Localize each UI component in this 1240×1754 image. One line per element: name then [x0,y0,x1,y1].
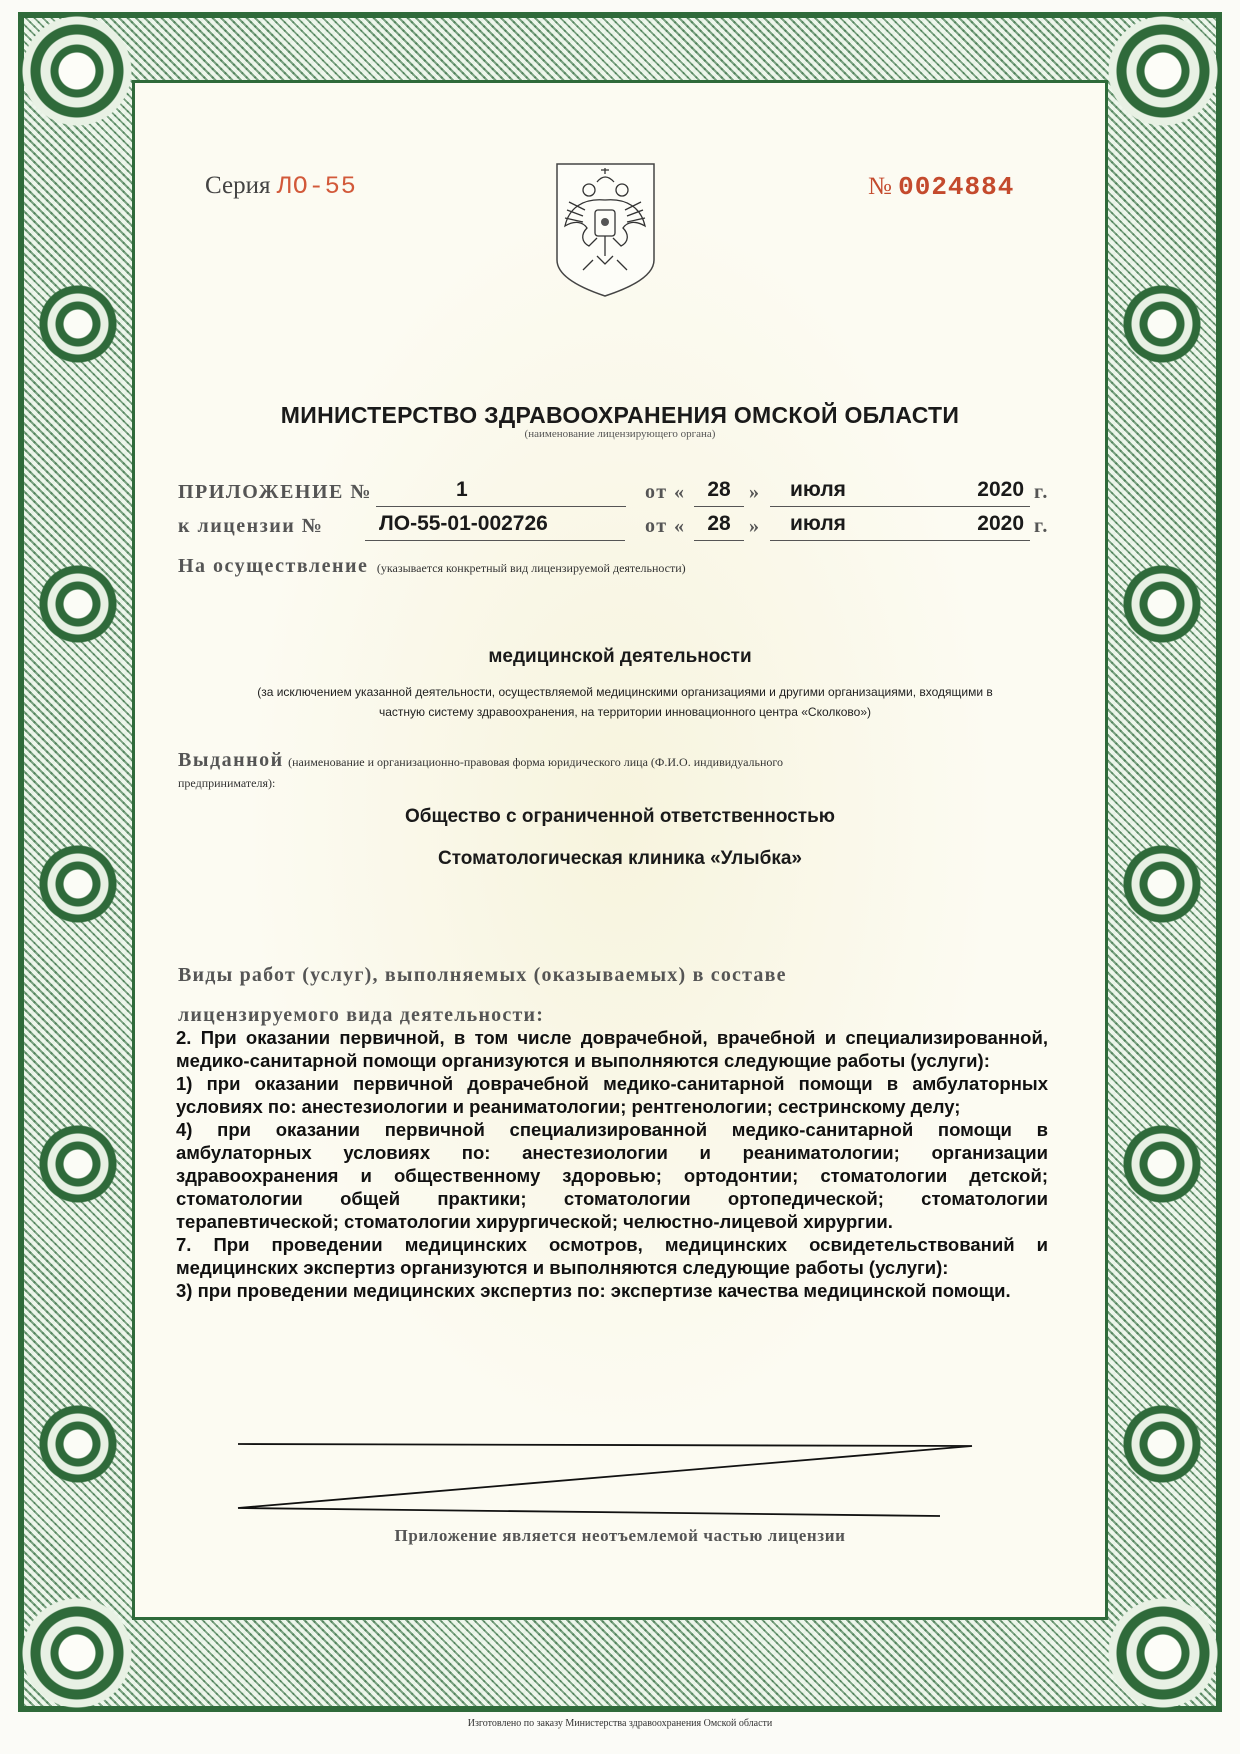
side-ornament-icon [34,280,122,368]
appendix-date-tail [770,478,1030,507]
issued-hint: (наименование и организационно-правовая форма юридического лица (Ф.И.О. индивидуального [288,755,784,769]
organization-form: Общество с ограниченной ответственностью [404,806,836,827]
works-paragraph: 3) при проведении медицинских экспертиз по: экспертизе качества медицинской помощи. [176,1280,1011,1301]
appendix-day: 28 [694,478,744,507]
organization-name: Стоматологическая клиника «Улыбка» [438,848,802,869]
appendix-date-from: от « [645,481,686,503]
license-year: 2020 [977,512,1024,535]
number-value: 0024884 [898,172,1015,202]
appendix-month: июля [790,478,846,501]
appendix-close-quote: » [749,481,761,503]
corner-ornament-icon [22,16,132,126]
appendix-number: 1 [456,478,468,501]
printer-imprint: Изготовлено по заказу Министерства здравоохранения Омской области [467,1718,773,1729]
activity-note-line: (за исключением указанной деятельности, осуществляемой медицинскими организациями и другими организациями, входящими в [257,685,993,699]
works-paragraph: 1) при оказании первичной доврачебной медико-санитарной помощи в амбулаторных условиях по: анестезиологии и реаниматологии; рентгенологии; сестринскому делу; [176,1073,1048,1117]
works-paragraph: 7. При проведении медицинских осмотров, медицинских освидетельствований и медицинских экспертиз организуются и выполняются следующие работы (услуги): [176,1234,1048,1278]
side-ornament-icon [1118,280,1206,368]
license-label: к лицензии № [178,515,324,537]
appendix-label: ПРИЛОЖЕНИЕ № [178,481,372,503]
purpose-line [178,555,686,578]
license-close-quote: » [749,515,761,537]
activity-note [200,682,1050,722]
license-month: июля [790,512,846,535]
series-code: ЛО-55 [276,172,357,201]
works-paragraph: 2. При оказании первичной, в том числе доврачебной, врачебной и специализированной, медико-санитарной помощи организуются и выполняются следующие работы (услуги): [176,1027,1048,1071]
side-ornament-icon [34,1120,122,1208]
side-ornament-icon [34,1400,122,1488]
appendix-year-suffix: г. [1034,481,1049,503]
side-ornament-icon [1118,1400,1206,1488]
works-paragraph: 4) при оказании первичной специализированной медико-санитарной помощи в амбулаторных условиях по: анестезиологии и реаниматологии; организации здравоохранения и общественному здоровью; ортодонтии; стоматологии детской; стоматологии общей практики; стоматологии ортопедической; стоматологии терапевтической; стоматологии хирургической; челюстно-лицевой хирургии. [176,1119,1048,1232]
license-number-field [365,512,625,541]
number-label: № [868,173,892,200]
side-ornament-icon [34,560,122,648]
license-day: 28 [694,512,744,541]
issued-line [178,749,783,791]
issued-label: Выданной [178,749,284,771]
license-date-tail [770,512,1030,541]
purpose-hint: (указывается конкретный вид лицензируемой деятельности) [376,561,686,575]
series [205,172,357,201]
licensed-activity: медицинской деятельности [488,646,752,667]
license-date-from: от « [645,515,686,537]
licensing-authority-hint: (наименование лицензирующего органа) [524,428,716,440]
license-year-suffix: г. [1034,515,1049,537]
works-title [178,955,787,1035]
appendix-year: 2020 [977,478,1024,501]
works-title-line: лицензируемого вида деятельности: [178,1004,545,1026]
blank-space-cancel-line [232,1440,977,1520]
corner-ornament-icon [1108,1598,1218,1708]
activity-note-line: частную систему здравоохранения, на территории инновационного центра «Сколково») [378,705,872,719]
purpose-label: На осуществление [178,555,369,577]
side-ornament-icon [1118,1120,1206,1208]
licensing-authority: МИНИСТЕРСТВО ЗДРАВООХРАНЕНИЯ ОМСКОЙ ОБЛАСТИ [280,402,960,428]
issued-hint-cont: предпринимателя): [178,776,276,790]
works-title-line: Виды работ (услуг), выполняемых (оказываемых) в составе [178,964,787,986]
corner-ornament-icon [22,1598,132,1708]
series-label: Серия [205,172,271,199]
blank-number [868,172,1014,202]
appendix-number-field [376,478,626,507]
license-number: ЛО-55-01-002726 [379,512,548,535]
works-list [176,1026,1048,1302]
coat-of-arms-icon [553,160,658,300]
corner-ornament-icon [1108,16,1218,126]
side-ornament-icon [1118,560,1206,648]
footer-note: Приложение является неотъемлемой частью лицензии [394,1526,846,1545]
